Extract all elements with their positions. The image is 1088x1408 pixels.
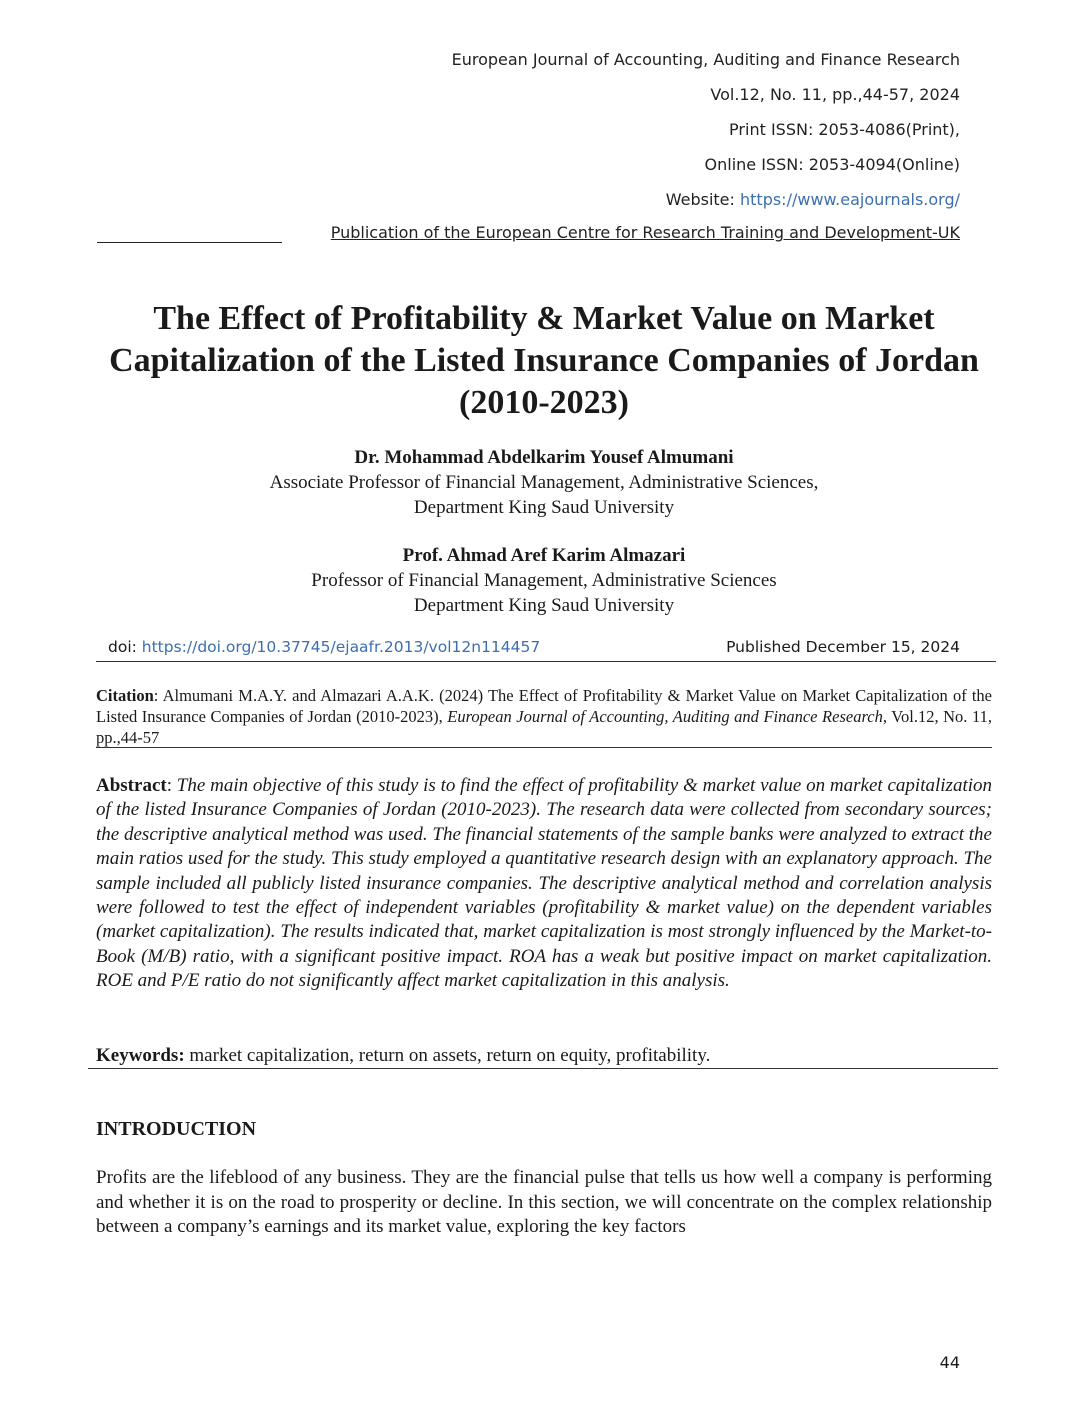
abstract-text: The main objective of this study is to find the effect of profitability & market value on market capitalization of the listed Insurance Companies of Jordan (2010-2023). The research data were collected from secondary sources; the descriptive analytical method was used. The financial statements of the sample banks were analyzed to extract the main ratios used for the study. This study employed a quantitative research design with an explanatory approach. The sample included all publicly listed insurance companies. The descriptive analytical method and correlation analysis were followed to test the effect of independent variables (profitability & market value) on the dependent variables (market capitalization). The results indicated that, market capitalization is most strongly influenced by the Market-to-Book (M/B) ratio, with a significant positive impact. ROA has a weak but positive impact on market capitalization. ROE and P/E ratio do not significantly affect market capitalization in this analysis. — [96, 775, 992, 992]
paper-title: The Effect of Profitability & Market Value on Market Capitalization of the Listed Insurance Companies of Jordan (2010-2023) — [109, 300, 979, 421]
journal-volume: Vol.12, No. 11, pp.,44-57, 2024 — [710, 85, 960, 104]
citation-text: : Almumani M.A.Y. and Almazari A.A.K. (2024) The Effect of Profitability & Market Value on Market Capitalization of the Listed Insurance Companies of Jordan (2010-2023), — [96, 686, 992, 726]
doi-rule — [96, 661, 996, 662]
author-name: Prof. Ahmad Aref Karim Almazari — [402, 545, 686, 566]
keywords-label: Keywords: — [96, 1045, 185, 1066]
doi-label: doi: — [108, 638, 142, 656]
header-rule — [97, 242, 282, 243]
keywords-rule — [88, 1068, 998, 1069]
section-heading-introduction: INTRODUCTION — [96, 1118, 257, 1140]
publisher-line: Publication of the European Centre for Research Training and Development-UK — [330, 223, 960, 242]
abstract-label: Abstract — [96, 775, 167, 796]
doi-link[interactable]: https://doi.org/10.37745/ejaafr.2013/vol12n114457 — [141, 638, 541, 656]
author-block-1 — [96, 445, 992, 520]
doi-line — [108, 638, 960, 662]
author-affiliation: Department King Saud University — [413, 497, 675, 518]
citation — [96, 685, 992, 748]
abstract — [96, 774, 992, 994]
page-number: 44 — [939, 1353, 960, 1372]
website-link[interactable]: https://www.eajournals.org/ — [740, 190, 960, 209]
introduction-paragraph: Profits are the lifeblood of any business. They are the financial pulse that tells us how well a company is performing and whether it is on the road to prosperity or decline. In this section, we will concentrate on the complex relationship between a company’s earnings and its market value, exploring the key factors — [96, 1167, 992, 1237]
keywords-text: market capitalization, return on assets, return on equity, profitability. — [184, 1045, 711, 1066]
published-date: Published December 15, 2024 — [726, 638, 960, 656]
citation-journal: European Journal of Accounting, Auditing and Finance Research — [447, 707, 883, 726]
author-affiliation: Associate Professor of Financial Management, Administrative Sciences, — [269, 472, 819, 493]
author-affiliation: Professor of Financial Management, Administrative Sciences — [311, 570, 777, 591]
abstract-separator: : — [166, 775, 177, 796]
online-issn: Online ISSN: 2053-4094(Online) — [704, 155, 960, 174]
website-label: Website: — [665, 190, 740, 209]
journal-header — [452, 46, 960, 221]
keywords — [96, 1044, 992, 1068]
author-name: Dr. Mohammad Abdelkarim Yousef Almumani — [354, 447, 734, 468]
print-issn: Print ISSN: 2053-4086(Print), — [729, 120, 960, 139]
citation-label: Citation — [96, 686, 154, 705]
journal-name: European Journal of Accounting, Auditing and Finance Research — [451, 50, 960, 69]
author-block-2 — [96, 543, 992, 618]
author-affiliation: Department King Saud University — [413, 595, 675, 616]
citation-rule — [96, 747, 992, 748]
citation-text-end: , Vol.12, No. 11, pp.,44-57 — [96, 707, 992, 747]
website-line — [452, 186, 960, 221]
